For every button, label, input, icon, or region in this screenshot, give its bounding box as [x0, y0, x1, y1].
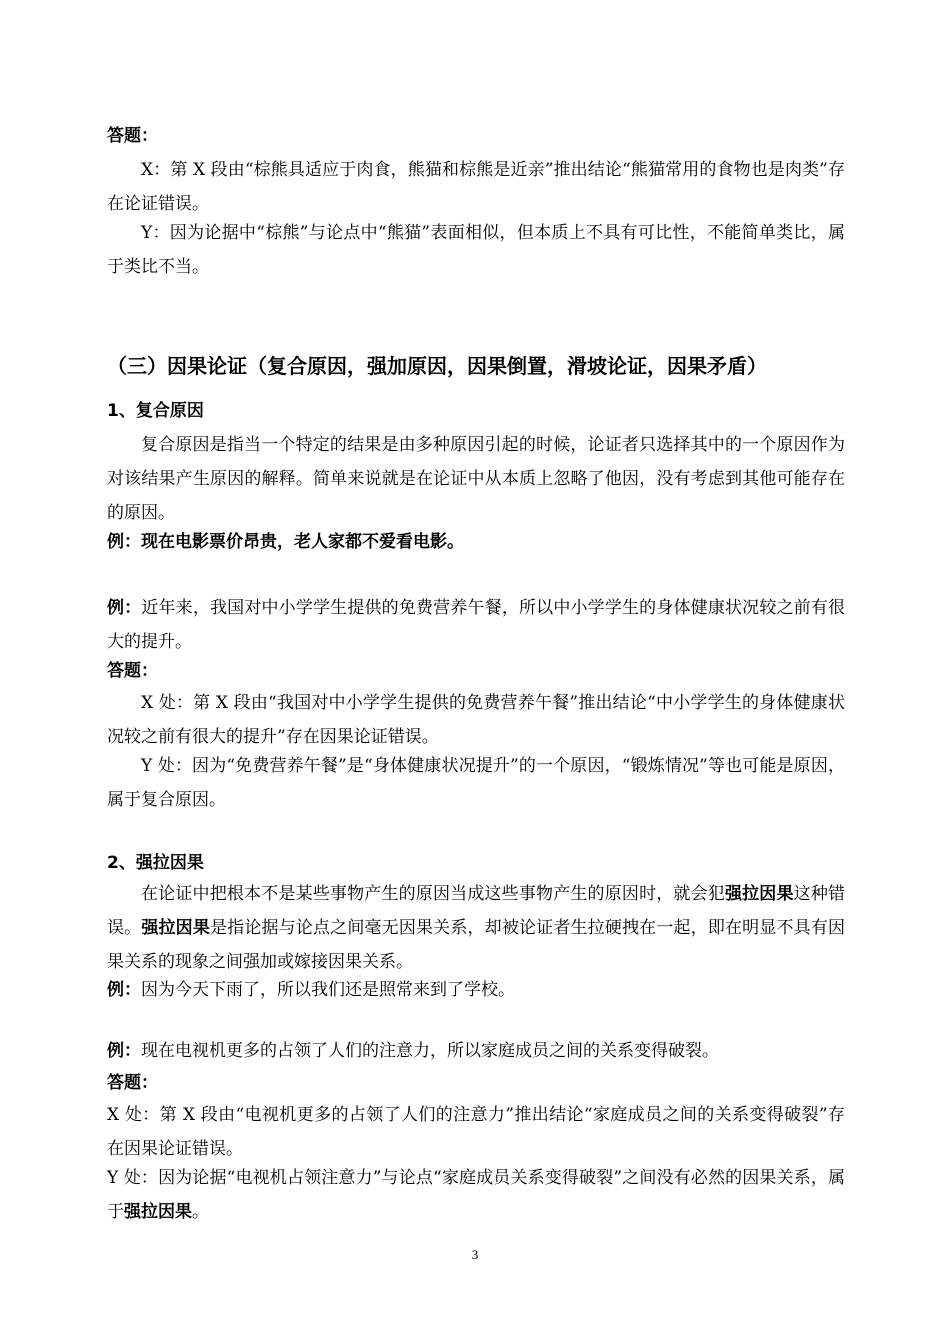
part2-term-2: 强拉因果 — [141, 918, 211, 938]
part1-answer-label: 答题： — [107, 661, 158, 681]
page-number: 3 — [471, 1247, 479, 1262]
part2-answer-label: 答题： — [107, 1073, 158, 1093]
part1-answer-x: X 处：第 X 段由“我国对中小学学生提供的免费营养午餐”推出结论“中小学学生的身体健康状况较之前有很大的提升”存在因果论证错误。 — [107, 693, 845, 747]
part2-example2-text: 现在电视机更多的占领了人们的注意力，所以家庭成员之间的关系变得破裂。 — [141, 1041, 719, 1061]
section-heading: （三）因果论证（复合原因，强加原因，因果倒置，滑坡论证，因果矛盾） — [107, 354, 767, 378]
part2-example2 — [107, 1034, 845, 1068]
part1-title: 1、复合原因 — [107, 401, 204, 421]
part2-example1 — [107, 973, 845, 1007]
part2-example1-text: 因为今天下雨了，所以我们还是照常来到了学校。 — [141, 980, 515, 1000]
part2-answer-y-text-1: Y 处：因为论据“电视机占领注意力”与论点“家庭成员关系变得破裂”之间没有必然的因果关系，属于 — [107, 1168, 845, 1222]
part1-definition: 复合原因是指当一个特定的结果是由多种原因引起的时候，论证者只选择其中的一个原因作为对该结果产生原因的解释。简单来说就是在论证中从本质上忽略了他因，没有考虑到其他可能存在的原因。 — [107, 435, 845, 523]
part2-definition-text-3: 是指论据与论点之间毫无因果关系，却被论证者生拉硬拽在一起，即在明显不具有因果关系的现象之间强加或嫁接因果关系。 — [107, 918, 846, 972]
part1-answer-y: Y 处：因为“免费营养午餐”是“身体健康状况提升”的一个原因，“锻炼情况”等也可能是原因，属于复合原因。 — [107, 756, 845, 810]
part2-answer-y — [107, 1161, 845, 1229]
part2-example1-label: 例： — [107, 980, 141, 1000]
part2-answer-y-text-2: 。 — [192, 1202, 209, 1222]
answer-y-top: Y：因为论据中“棕熊”与论点中“熊猫”表面相似，但本质上不具有可比性，不能简单类比，属于类比不当。 — [107, 223, 845, 277]
part2-term-1: 强拉因果 — [724, 884, 794, 904]
answer-x-top: X：第 X 段由“棕熊具适应于肉食，熊猫和棕熊是近亲”推出结论“熊猫常用的食物也是肉类”存在论证错误。 — [107, 160, 845, 214]
part2-answer-y-term: 强拉因果 — [124, 1202, 192, 1222]
part1-example2-text: 近年来，我国对中小学学生提供的免费营养午餐，所以中小学学生的身体健康状况较之前有很大的提升。 — [107, 598, 846, 652]
part2-definition-text-2: 这种错误。 — [107, 884, 846, 938]
part2-definition — [107, 877, 845, 979]
part2-title: 2、强拉因果 — [107, 853, 204, 873]
part1-example2 — [107, 591, 845, 659]
answer-label-top: 答题： — [107, 126, 158, 146]
part2-example2-label: 例： — [107, 1041, 141, 1061]
part2-definition-text-1: 在论证中把根本不是某些事物产生的原因当成这些事物产生的原因时，就会犯 — [141, 884, 725, 904]
part1-example2-label: 例： — [107, 598, 142, 618]
part2-answer-x: X 处：第 X 段由“电视机更多的占领了人们的注意力”推出结论“家庭成员之间的关系变得破裂”存在因果论证错误。 — [107, 1105, 845, 1159]
part1-example1: 例：现在电影票价昂贵，老人家都不爱看电影。 — [107, 532, 464, 552]
